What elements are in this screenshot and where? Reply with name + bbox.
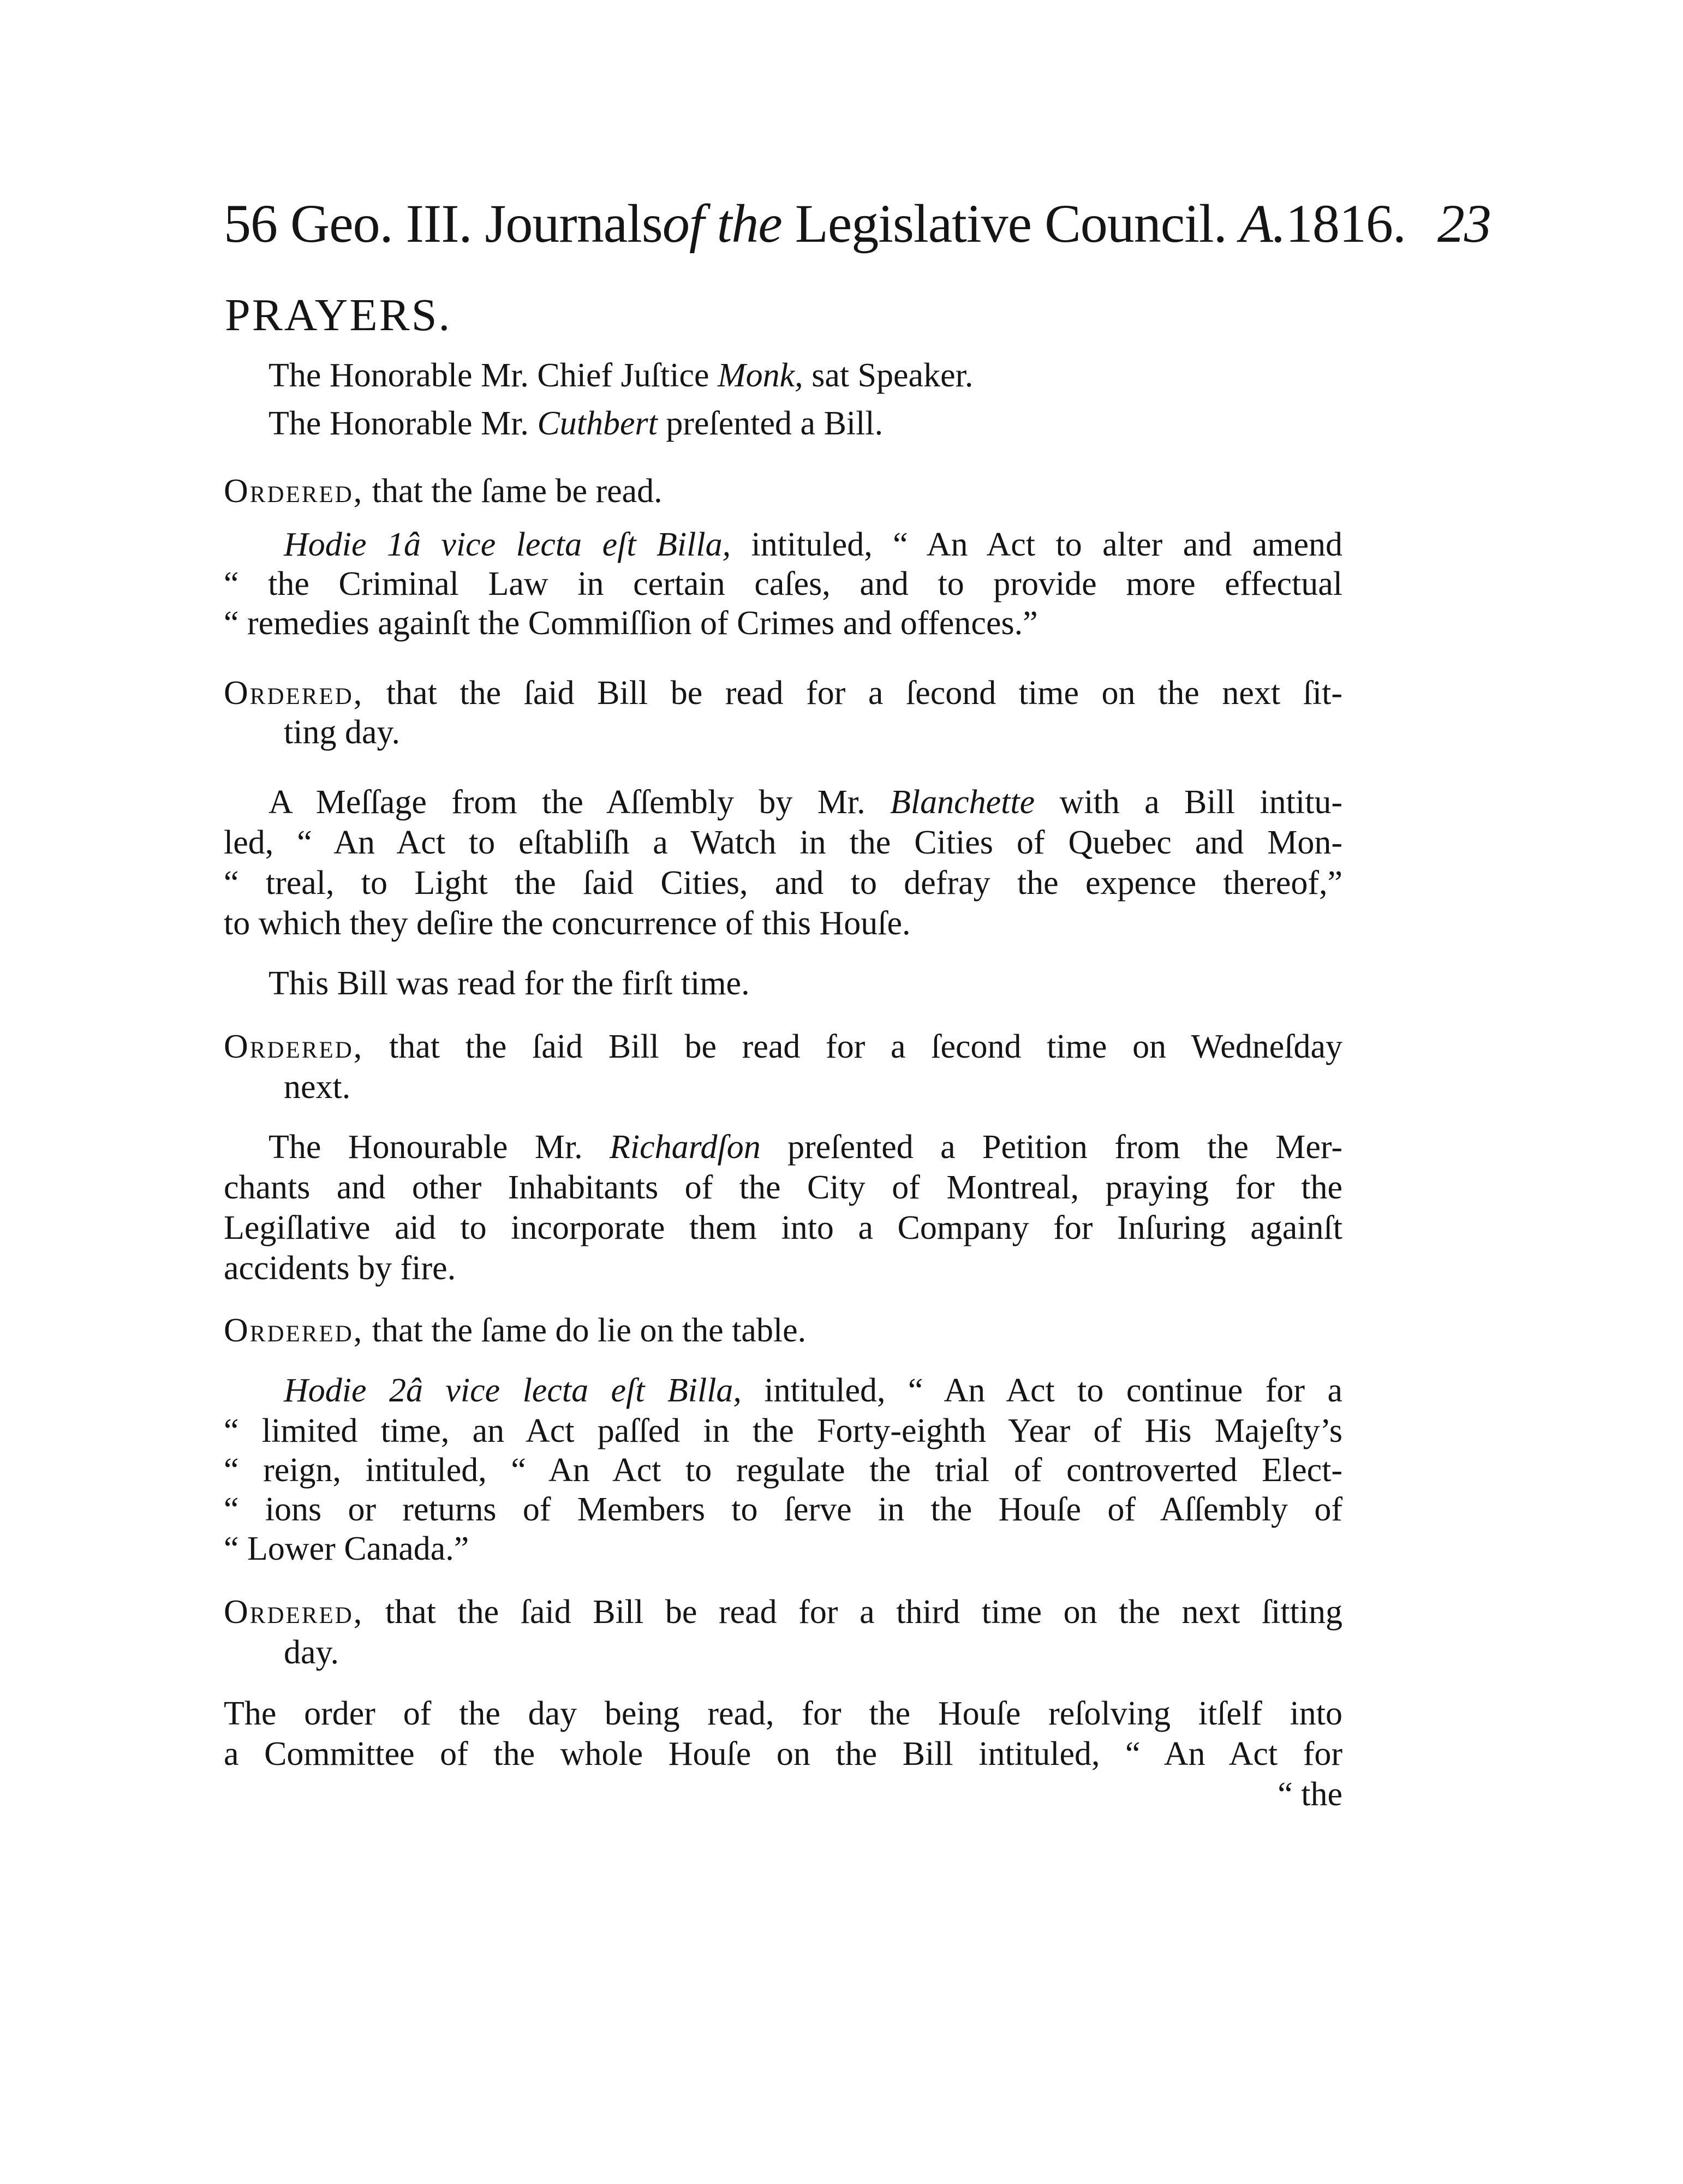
ordered-label: Ordered, bbox=[224, 675, 364, 712]
text-line: “ ions or returns of Members to ſerve in the Houſe of Aſſembly of bbox=[224, 1491, 1342, 1528]
header-anno: A. bbox=[1239, 193, 1286, 254]
text-line: “ the Criminal Law in certain caſes, and to provide more effectual bbox=[224, 565, 1342, 602]
text-span: sat Speaker. bbox=[803, 357, 974, 394]
text-line: day. bbox=[284, 1634, 339, 1671]
running-header bbox=[224, 191, 1491, 256]
text-line: “ limited time, an Act paſſed in the Forty-eighth Year of His Majeſty’s bbox=[224, 1412, 1342, 1449]
member-name: Cuthbert bbox=[537, 405, 658, 442]
text-line: The order of the day being read, for the Houſe reſolving itſelf into bbox=[224, 1695, 1342, 1732]
header-session: 56 Geo. III. bbox=[224, 193, 472, 254]
text-line: chants and other Inhabitants of the City of Montreal, praying for the bbox=[224, 1169, 1342, 1206]
text-line bbox=[224, 1310, 806, 1351]
text-line: Legiſlative aid to incorporate them into a Company for Inſuring againſt bbox=[224, 1209, 1342, 1246]
text-span: that the ſaid Bill be read for a ſecond time on the next ſit- bbox=[363, 675, 1342, 712]
text-line: “ Lower Canada.” bbox=[224, 1530, 469, 1567]
section-heading: PRAYERS. bbox=[225, 290, 452, 341]
latin-phrase: Hodie 1â vice lecta eſt Billa, bbox=[284, 526, 731, 563]
member-name: Richardſon bbox=[610, 1129, 761, 1166]
latin-phrase: Hodie 2â vice lecta eſt Billa, bbox=[284, 1372, 742, 1409]
text-line: ting day. bbox=[284, 714, 400, 751]
text-span: The Honorable Mr. Chief Juſtice bbox=[268, 357, 718, 394]
text-line bbox=[268, 403, 883, 444]
text-line bbox=[224, 672, 1342, 714]
ordered-label: Ordered, bbox=[224, 1312, 364, 1349]
text-span: that the ſaid Bill be read for a ſecond time on Wedneſday bbox=[363, 1028, 1342, 1065]
text-line bbox=[224, 470, 663, 512]
ordered-label: Ordered, bbox=[224, 1028, 364, 1065]
text-span: intituled, “ An Act to alter and amend bbox=[731, 526, 1342, 563]
text-line bbox=[268, 1126, 1342, 1168]
text-span: that the ſame do lie on the table. bbox=[363, 1312, 807, 1349]
page-number: 23 bbox=[1437, 193, 1491, 254]
text-line: next. bbox=[284, 1069, 351, 1106]
text-line bbox=[284, 524, 1342, 565]
text-line: This Bill was read for the firſt time. bbox=[268, 965, 750, 1002]
text-line: “ treal, to Light the ſaid Cities, and to defray the expence thereof,” bbox=[224, 864, 1342, 902]
text-span: The Honorable Mr. bbox=[268, 405, 538, 442]
speaker-name: Monk, bbox=[718, 357, 803, 394]
text-line: “ reign, intituled, “ An Act to regulate the trial of controverted Elect- bbox=[224, 1452, 1342, 1489]
text-line bbox=[268, 355, 973, 396]
text-span: preſented a Petition from the Mer- bbox=[760, 1129, 1342, 1166]
text-span: that the ſaid Bill be read for a third time on the next ſitting bbox=[363, 1594, 1342, 1631]
header-journal-word: Journals bbox=[485, 193, 663, 254]
text-line: accidents by fire. bbox=[224, 1250, 456, 1287]
header-year: 1816. bbox=[1285, 193, 1406, 254]
text-span: preſented a Bill. bbox=[657, 405, 884, 442]
text-line: “ remedies againſt the Commiſſion of Crimes and offences.” bbox=[224, 605, 1038, 642]
text-line bbox=[268, 781, 1342, 823]
text-span: A Meſſage from the Aſſembly by Mr. bbox=[268, 784, 891, 821]
ordered-label: Ordered, bbox=[224, 473, 364, 510]
text-span: The Honourable Mr. bbox=[268, 1129, 610, 1166]
text-span: intituled, “ An Act to continue for a bbox=[741, 1372, 1342, 1409]
header-of-the: of the bbox=[662, 193, 782, 254]
catchword: “ the bbox=[1278, 1776, 1342, 1813]
text-span: with a Bill intitu- bbox=[1035, 784, 1342, 821]
text-span: that the ſame be read. bbox=[363, 473, 663, 510]
text-line bbox=[224, 1591, 1342, 1633]
text-line: to which they deſire the concurrence of this Houſe. bbox=[224, 905, 911, 942]
text-line: a Committee of the whole Houſe on the Bill intituled, “ An Act for bbox=[224, 1735, 1342, 1773]
text-line bbox=[224, 1026, 1342, 1067]
header-council: Legislative Council. bbox=[795, 193, 1227, 254]
member-name: Blanchette bbox=[890, 784, 1035, 821]
ordered-label: Ordered, bbox=[224, 1594, 364, 1631]
text-line bbox=[284, 1370, 1342, 1411]
text-line: led, “ An Act to eſtabliſh a Watch in the Cities of Quebec and Mon- bbox=[224, 824, 1342, 861]
